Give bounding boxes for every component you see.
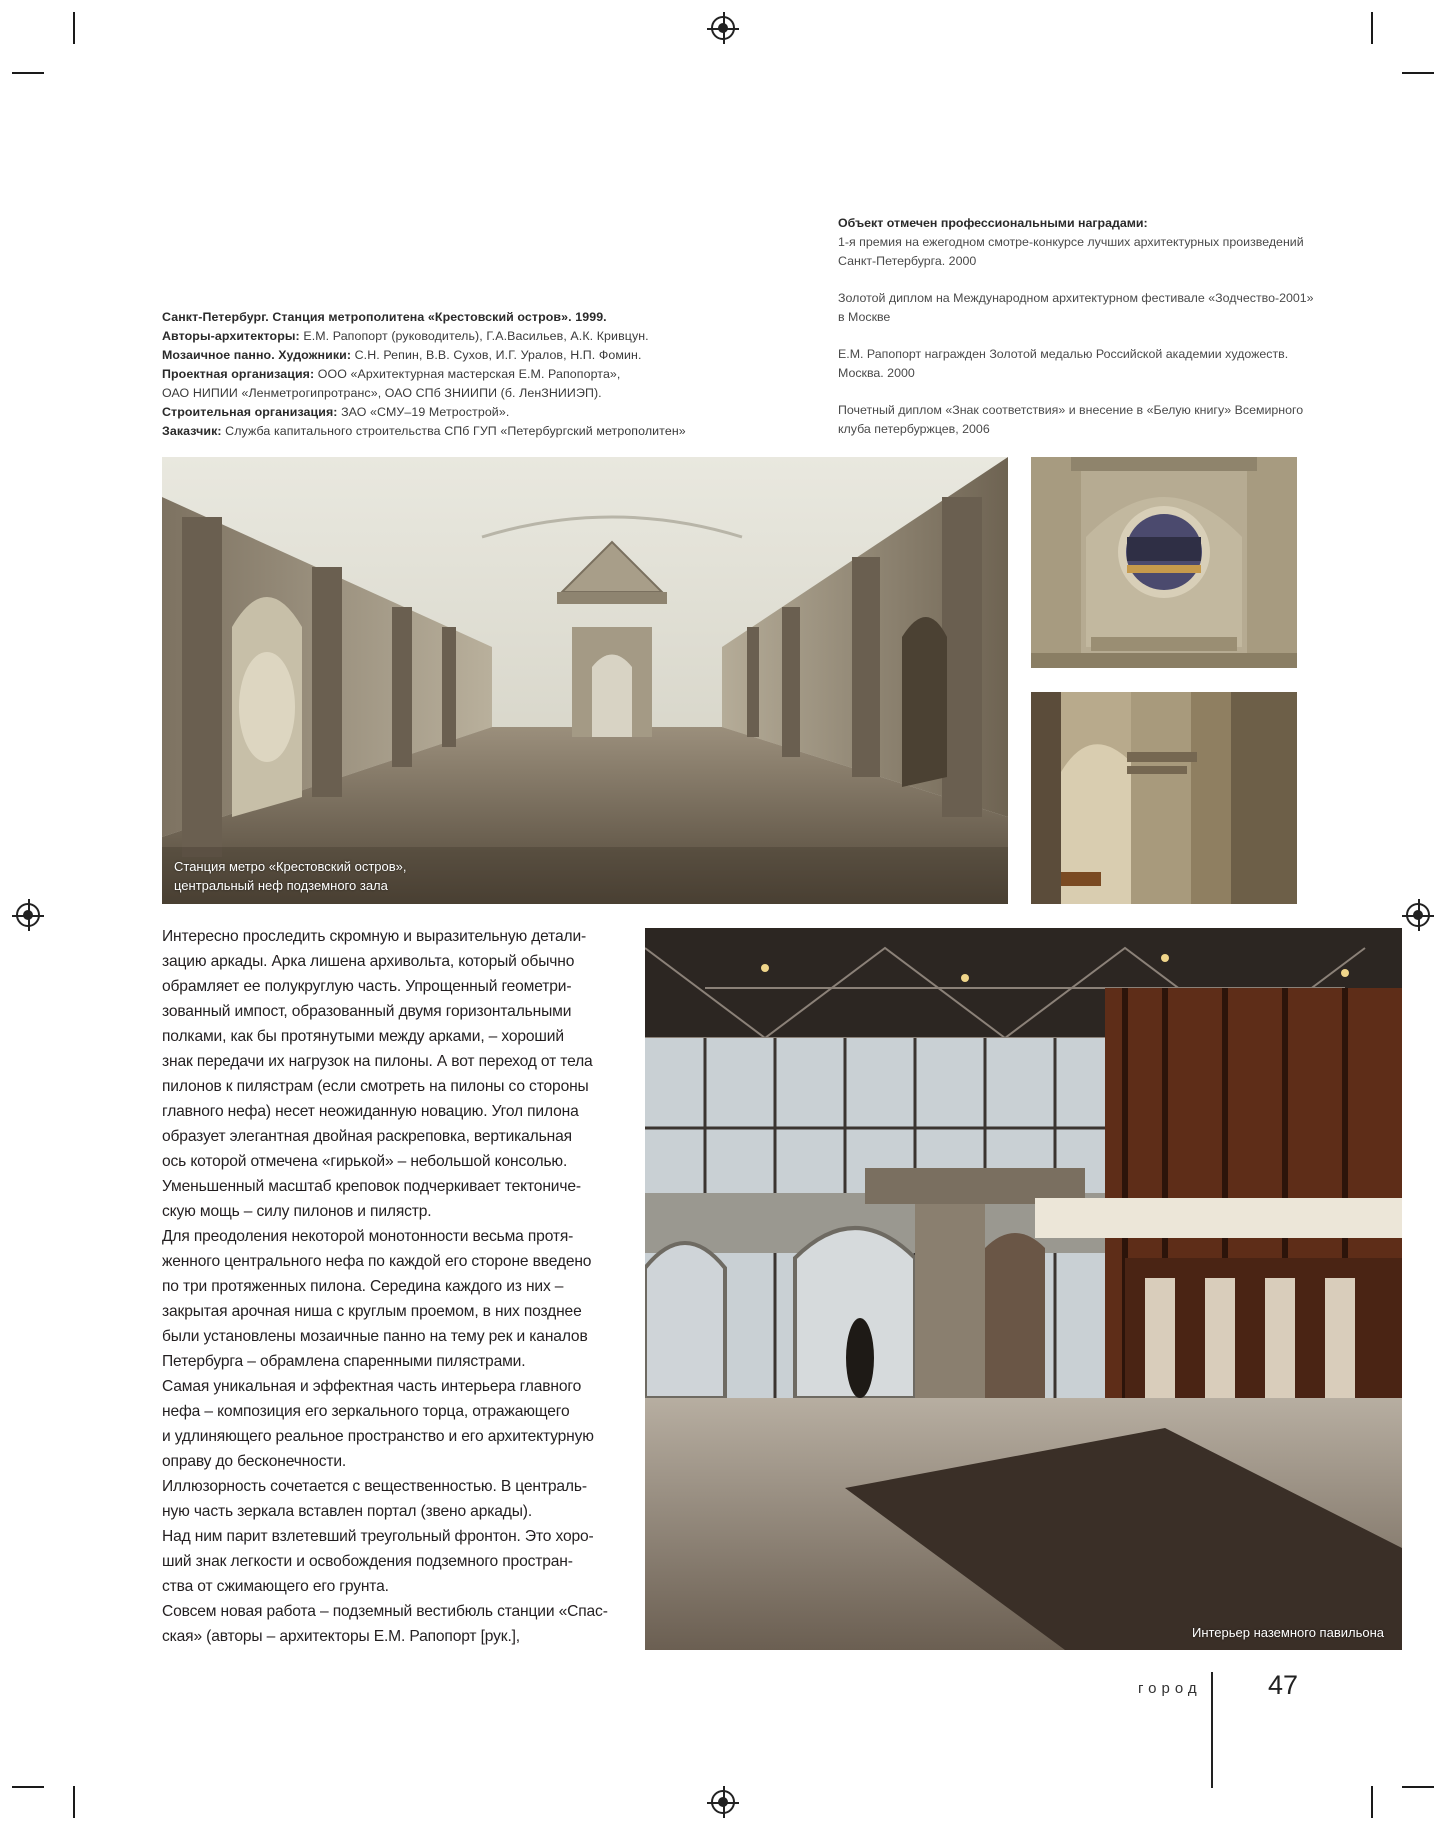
design-org-value-2: ОАО НИПИИ «Ленметрогипротранс», ОАО СПб ЗНИИПИ (б. ЛенЗНИИЭП). <box>162 386 602 400</box>
round-window-illustration <box>1031 457 1297 668</box>
registration-mark-icon <box>711 1790 735 1814</box>
registration-mark-icon <box>1406 903 1430 927</box>
builder-value: ЗАО «СМУ–19 Метрострой». <box>337 405 510 419</box>
nave-caption <box>174 857 407 895</box>
crop-mark <box>1371 12 1373 44</box>
article-body: Интересно проследить скромную и выразительную детали- зацию аркады. Арка лишена архивольта, который обычно обрамляет ее полукруглую часть. Упрощенный геометри- зованный импост, образованный двумя горизонтальными полками, как бы протянутыми между арками, – хороший знак передачи их нагрузок на пилоны. А вот переход от тела пилонов к пилястрам (если смотреть на пилоны со стороны главного нефа) несет неожиданную новацию. Угол пилона образует элегантная двойная раскреповка, вертикальная ось которой отмечена «гирькой» – небольшой консолью. Уменьшенный масштаб креповок подчеркивает тектониче- скую мощь – силу пилонов и пилястр. Для преодоления некоторой монотонности весьма протя- женного центрального нефа по каждой его стороне введено по три протяженных пилона. Середина каждого из них – закрытая арочная ниша с круглым проемом, в них позднее были установлены мозаичные панно на тему рек и каналов Петербурга – обрамлена спаренными пилястрами. Самая уникальная и эффектная часть интерьера главного нефа – композиция его зеркального торца, отражающего и удлиняющего реальное пространство и его архитектурную оправу до бесконечности. Иллюзорность сочетается с вещественностью. В централь- ную часть зеркала вставлен портал (звено аркады). Над ним парит взлетевший треугольный фронтон. Это хоро- ший знак легкости и освобождения подземного простран- ства от сжимающего его грунта. Совсем новая работа – подземный вестибюль станции «Спас- ская» (авторы – архитекторы Е.М. Рапопорт [рук.], <box>162 928 608 1645</box>
mosaic-value: С.Н. Репин, В.В. Сухов, И.Г. Уралов, Н.П. Фомин. <box>351 348 642 362</box>
project-credits <box>162 308 762 441</box>
client-label: Заказчик: <box>162 424 222 438</box>
authors-value: Е.М. Рапопорт (руководитель), Г.А.Васильев, А.К. Кривцун. <box>299 329 649 343</box>
pavilion-illustration <box>645 928 1402 1650</box>
nave-photo <box>162 457 1008 904</box>
registration-mark-icon <box>711 16 735 40</box>
award-item: 1-я премия на ежегодном смотре-конкурсе лучших архитектурных произведений Санкт-Петербурга. 2000 <box>838 235 1304 268</box>
crop-mark <box>12 1786 44 1788</box>
round-window-photo <box>1031 457 1297 668</box>
crop-mark <box>1402 1786 1434 1788</box>
registration-mark-icon <box>16 903 40 927</box>
nave-caption-line-2: центральный неф подземного зала <box>174 878 388 893</box>
design-org-label: Проектная организация: <box>162 367 315 381</box>
awards-block <box>838 214 1318 457</box>
section-label: город <box>1138 1680 1202 1697</box>
awards-title: Объект отмечен профессиональными наградами: <box>838 216 1148 230</box>
crop-mark <box>12 72 44 74</box>
nave-caption-line-1: Станция метро «Крестовский остров», <box>174 859 407 874</box>
client-value: Служба капитального строительства СПб ГУП «Петербургский метрополитен» <box>221 424 686 438</box>
crop-mark <box>73 12 75 44</box>
crop-mark <box>1371 1786 1373 1818</box>
page-number: 47 <box>1268 1670 1299 1700</box>
builder-label: Строительная организация: <box>162 405 338 419</box>
design-org-value: ООО «Архитектурная мастерская Е.М. Рапопорта», <box>314 367 621 381</box>
crop-mark <box>73 1786 75 1818</box>
pilaster-detail-photo <box>1031 692 1297 904</box>
pavilion-photo <box>645 928 1402 1650</box>
award-item: Почетный диплом «Знак соответствия» и внесение в «Белую книгу» Всемирного клуба петербуржцев, 2006 <box>838 403 1304 436</box>
award-item: Е.М. Рапопорт награжден Золотой медалью Российской академии художеств. Москва. 2000 <box>838 347 1289 380</box>
pilaster-illustration <box>1031 692 1297 904</box>
award-item: Золотой диплом на Международном архитектурном фестивале «Зодчество-2001» в Москве <box>838 291 1314 324</box>
footer-divider <box>1211 1672 1213 1788</box>
credits-title: Санкт-Петербург. Станция метрополитена «Крестовский остров». 1999. <box>162 310 607 324</box>
crop-mark <box>1402 72 1434 74</box>
pavilion-caption: Интерьер наземного павильона <box>1191 1625 1384 1640</box>
mosaic-label: Мозаичное панно. Художники: <box>162 348 352 362</box>
nave-illustration <box>162 457 1008 904</box>
authors-label: Авторы-архитекторы: <box>162 329 300 343</box>
